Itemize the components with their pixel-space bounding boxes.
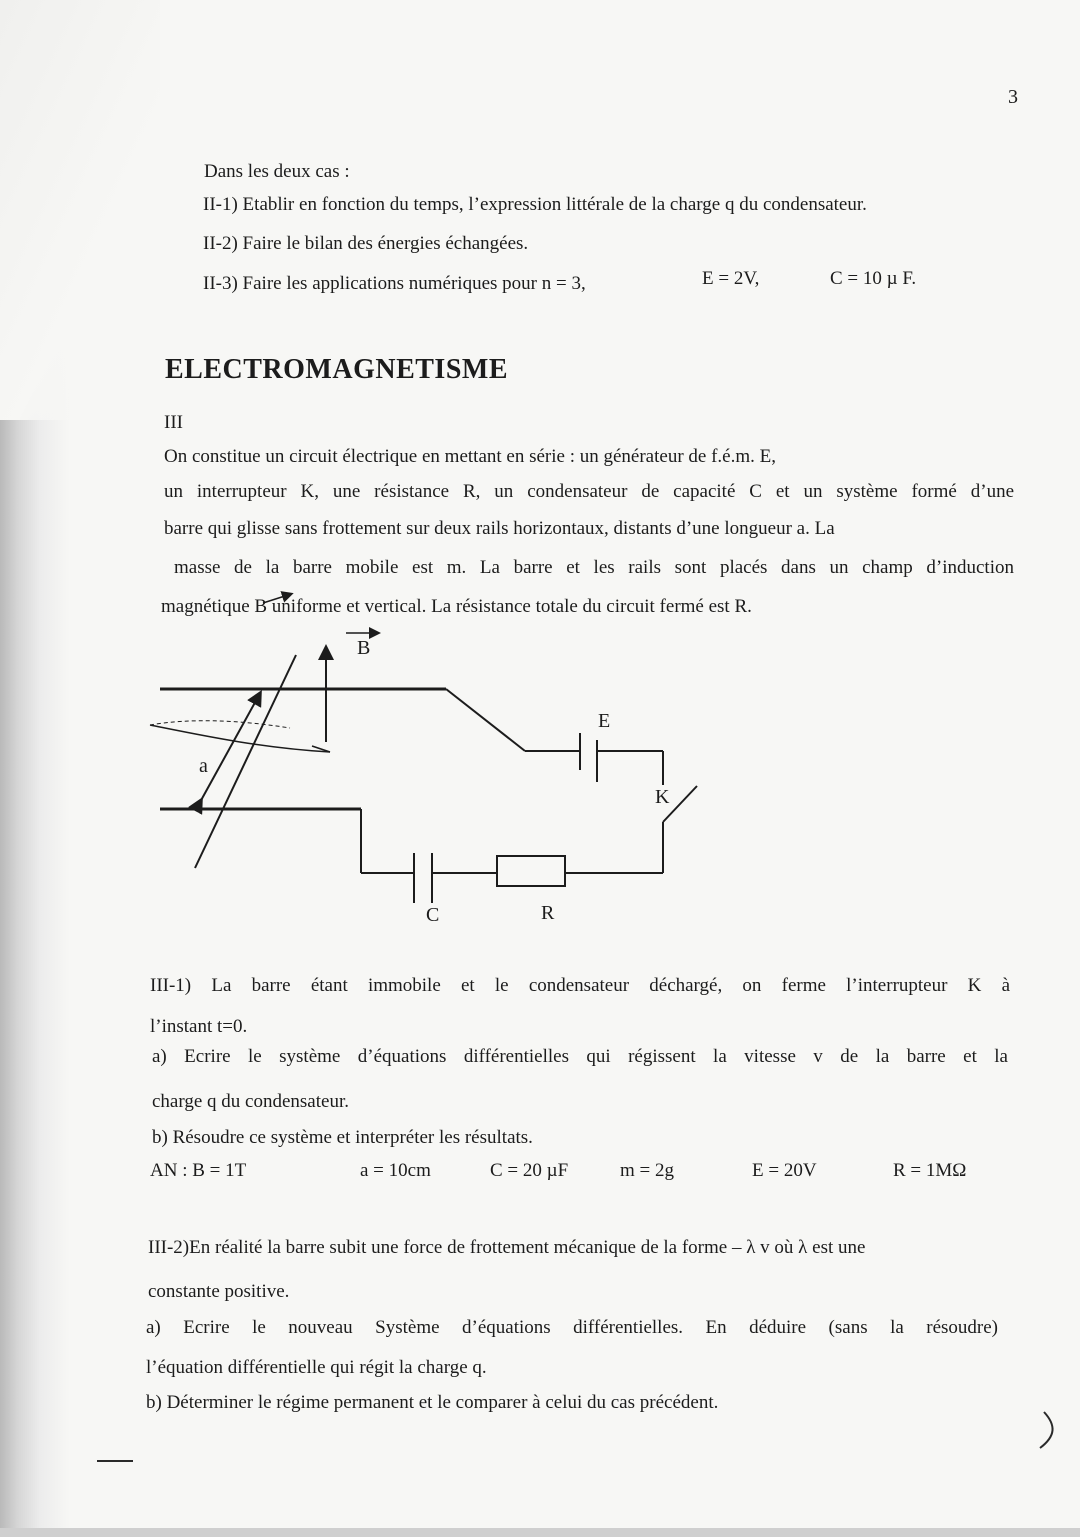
an-a: a = 10cm xyxy=(360,1160,431,1181)
part3-label: III xyxy=(164,412,183,433)
part2-intro: Dans les deux cas : xyxy=(204,161,350,182)
question-II-1: II-1) Etablir en fonction du temps, l’expression littérale de la charge q du condensateur. xyxy=(203,194,867,215)
an-E: E = 20V xyxy=(752,1160,817,1181)
question-III-1-b: b) Résoudre ce système et interpréter les résultats. xyxy=(152,1127,533,1148)
question-III-2-b: b) Déterminer le régime permanent et le comparer à celui du cas précédent. xyxy=(146,1392,719,1413)
label-K: K xyxy=(655,786,670,808)
question-III-1-a: a) Ecrire le système d’équations différentielles qui régissent la vitesse v de la barre et la xyxy=(152,1046,1008,1067)
an-label-B: AN : B = 1T xyxy=(150,1160,247,1181)
label-B: B xyxy=(357,637,371,659)
question-III-1-cont: l’instant t=0. xyxy=(150,1016,248,1037)
label-C: C xyxy=(426,904,440,926)
scan-mark-bracket xyxy=(1040,1412,1053,1448)
question-III-2-a-cont: l’équation différentielle qui régit la charge q. xyxy=(146,1357,487,1378)
label-R: R xyxy=(541,902,555,924)
part3-line-4: masse de la barre mobile est m. La barre et les rails sont placés dans un champ d’induction xyxy=(174,557,1014,578)
question-II-3-E: E = 2V, xyxy=(702,268,760,289)
question-III-2-cont: constante positive. xyxy=(148,1281,290,1302)
section-title: ELECTROMAGNETISME xyxy=(165,354,508,385)
part3-line-2: un interrupteur K, une résistance R, un condensateur de capacité C et un système formé d’une xyxy=(164,481,1014,502)
question-II-3: II-3) Faire les applications numériques pour n = 3, xyxy=(203,273,586,294)
part3-line-3: barre qui glisse sans frottement sur deux rails horizontaux, distants d’une longueur a. La xyxy=(164,518,835,539)
question-III-2-a: a) Ecrire le nouveau Système d’équations différentielles. En déduire (sans la résoudre) xyxy=(146,1317,998,1338)
part3-line-1: On constitue un circuit électrique en mettant en série : un générateur de f.é.m. E, xyxy=(164,446,776,467)
an-C: C = 20 µF xyxy=(490,1160,569,1181)
an-m: m = 2g xyxy=(620,1160,674,1181)
part3-line-5: magnétique B uniforme et vertical. La résistance totale du circuit fermé est R. xyxy=(161,596,752,617)
question-II-3-C: C = 10 µ F. xyxy=(830,268,917,289)
question-III-2: III-2)En réalité la barre subit une force de frottement mécanique de la forme – λ v où λ est une xyxy=(148,1237,866,1258)
label-E: E xyxy=(598,710,611,732)
an-R: R = 1MΩ xyxy=(893,1160,967,1181)
question-II-2: II-2) Faire le bilan des énergies échangées. xyxy=(203,233,529,254)
question-III-1-a-cont: charge q du condensateur. xyxy=(152,1091,349,1112)
label-a: a xyxy=(199,755,208,777)
page-number: 3 xyxy=(1008,86,1018,108)
question-III-1: III-1) La barre étant immobile et le condensateur déchargé, on ferme l’interrupteur K à xyxy=(150,975,1010,996)
